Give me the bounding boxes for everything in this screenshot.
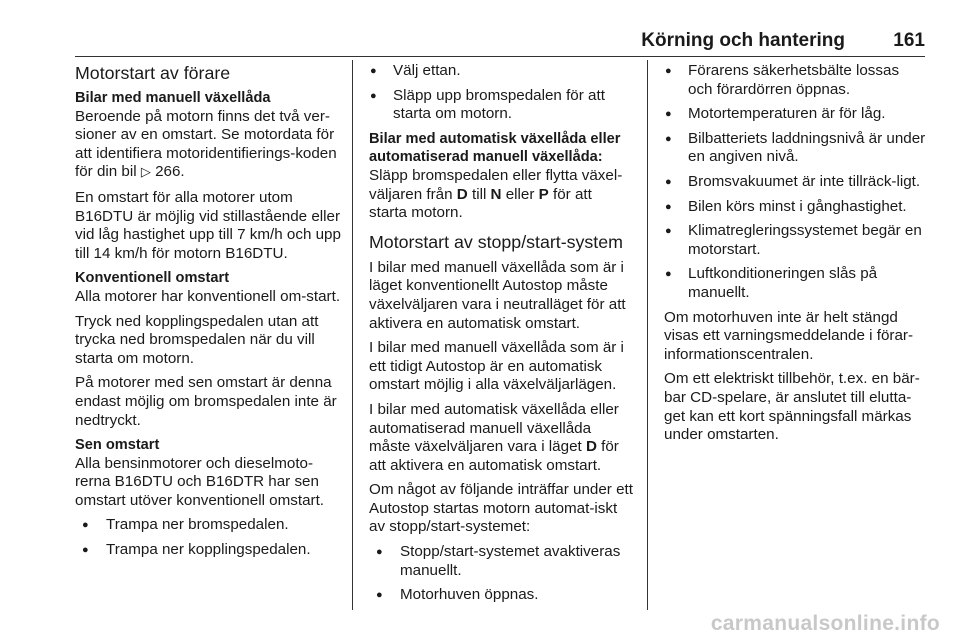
bullet-list-conditions-continued — [664, 62, 926, 303]
paragraph-late-restart-brake: På motorer med sen omstart är denna endast möjlig om bromspedalen inte är nedtryckt. — [75, 374, 337, 429]
list-item: ● Släpp upp bromspedalen för att starta om motorn. — [369, 87, 634, 124]
bullet-list-late-restart — [75, 516, 347, 559]
paragraph-all-engines: Alla motorer har konventionell om-start. — [75, 287, 341, 305]
column-2 — [369, 62, 634, 611]
column-divider-2 — [647, 60, 648, 610]
paragraph-autostop-conditions: Om något av följande inträffar under ett Autostop startas motorn automat-iskt av stopp/start-systemet: — [369, 481, 633, 536]
section-heading-driver-start: Motorstart av förare — [75, 63, 231, 83]
paragraph-early-autostop: I bilar med manuell växellåda som är i ett tidigt Autostop är en automatisk omstart möjlig i alla växelväljarlägen. — [369, 339, 624, 394]
list-item: ● Motortemperaturen är för låg. — [664, 105, 926, 124]
subheading-automatic-gearbox: Bilar med automatisk växellåda eller automatiserad manuell växellåda: — [369, 130, 621, 166]
page-header — [75, 30, 925, 56]
list-item: ● Luftkonditioneringen slås på manuellt. — [664, 265, 926, 302]
list-item: ● Bromsvakuumet är inte tillräck-ligt. — [664, 173, 926, 192]
paragraph-release-brake: Släpp bromspedalen eller flytta växel-väljaren från D till N eller P för att starta motorn. — [369, 166, 623, 222]
list-item: ● Stopp/start-systemet avaktiveras manuellt. — [376, 543, 634, 580]
column-divider-1 — [352, 60, 353, 610]
list-item: ● Bilbatteriets laddningsnivå är under en angiven nivå. — [664, 130, 926, 167]
gear-p-label: P — [538, 185, 549, 203]
list-item: ● Trampa ner bromspedalen. — [82, 516, 347, 535]
list-item: ● Bilen körs minst i gånghastighet. — [664, 198, 926, 217]
bullet-list-first-gear — [369, 62, 634, 124]
page-reference[interactable]: 266. — [155, 163, 185, 181]
gear-d-label: D — [456, 185, 468, 203]
paragraph-conventional-autostop: I bilar med manuell växellåda som är i läget konventionellt Autostop måste växelväljaren vara i neutralläget för att aktivera en automatisk omstart. — [369, 258, 626, 332]
column-1 — [75, 62, 347, 566]
list-item: ● Välj ettan. — [369, 62, 634, 81]
subheading-manual-gearbox: Bilar med manuell växellåda — [75, 90, 271, 106]
list-item: ● Förarens säkerhetsbälte lossas och förardörren öppnas. — [664, 62, 926, 99]
paragraph-hood-warning: Om motorhuven inte är helt stängd visas ett varningsmeddelande i förar-informationscentralen. — [664, 308, 914, 363]
list-item: ● Motorhuven öppnas. — [376, 586, 634, 605]
list-item: ● Klimatregleringssystemet begär en motorstart. — [664, 222, 926, 259]
list-item: ● Trampa ner kopplingspedalen. — [82, 541, 347, 560]
column-3 — [664, 62, 926, 451]
header-divider — [75, 56, 925, 57]
page-title: Körning och hantering — [641, 30, 845, 51]
page-number: 161 — [893, 30, 925, 51]
paragraph-petrol-diesel: Alla bensinmotorer och dieselmoto-rerna B16DTU och B16DTR har sen omstart utöver konventionell omstart. — [75, 454, 325, 509]
paragraph-clutch-pedal: Tryck ned kopplingspedalen utan att trycka ned bromspedalen när du vill starta om motorn. — [75, 312, 319, 367]
watermark: carmanualsonline.info — [710, 612, 940, 635]
bullet-list-conditions — [369, 543, 634, 605]
paragraph-engine-versions: Beroende på motorn finns det två ver-sioner av en omstart. Se motordata för att identifiera motoridentifierings-koden för din bil ▷ 266. — [75, 107, 337, 181]
gear-n-label: N — [490, 185, 502, 203]
subheading-conventional-restart: Konventionell omstart — [75, 270, 230, 287]
paragraph-restart-speed: En omstart för alla motorer utom B16DTU är möjlig vid stillastående eller vid låg hastighet upp till 7 km/h och upp till 14 km/h för motorn B16DTU. — [75, 188, 341, 262]
paragraph-voltage-drop: Om ett elektriskt tillbehör, t.ex. en bär-bar CD-spelare, är anslutet till elutta-get kan ett kort spänningsfall märkas under omstarten. — [664, 370, 920, 444]
paragraph-automatic-gearbox-d: I bilar med automatisk växellåda eller automatiserad manuell växellåda måste växelväljaren vara i läget D för att aktivera en automatisk omstart. — [369, 400, 619, 474]
subheading-late-restart: Sen omstart — [75, 437, 160, 454]
section-heading-stop-start: Motorstart av stopp/start-system — [369, 231, 623, 252]
gear-d-label: D — [585, 438, 597, 456]
triangle-right-icon: ▷ — [140, 165, 151, 181]
